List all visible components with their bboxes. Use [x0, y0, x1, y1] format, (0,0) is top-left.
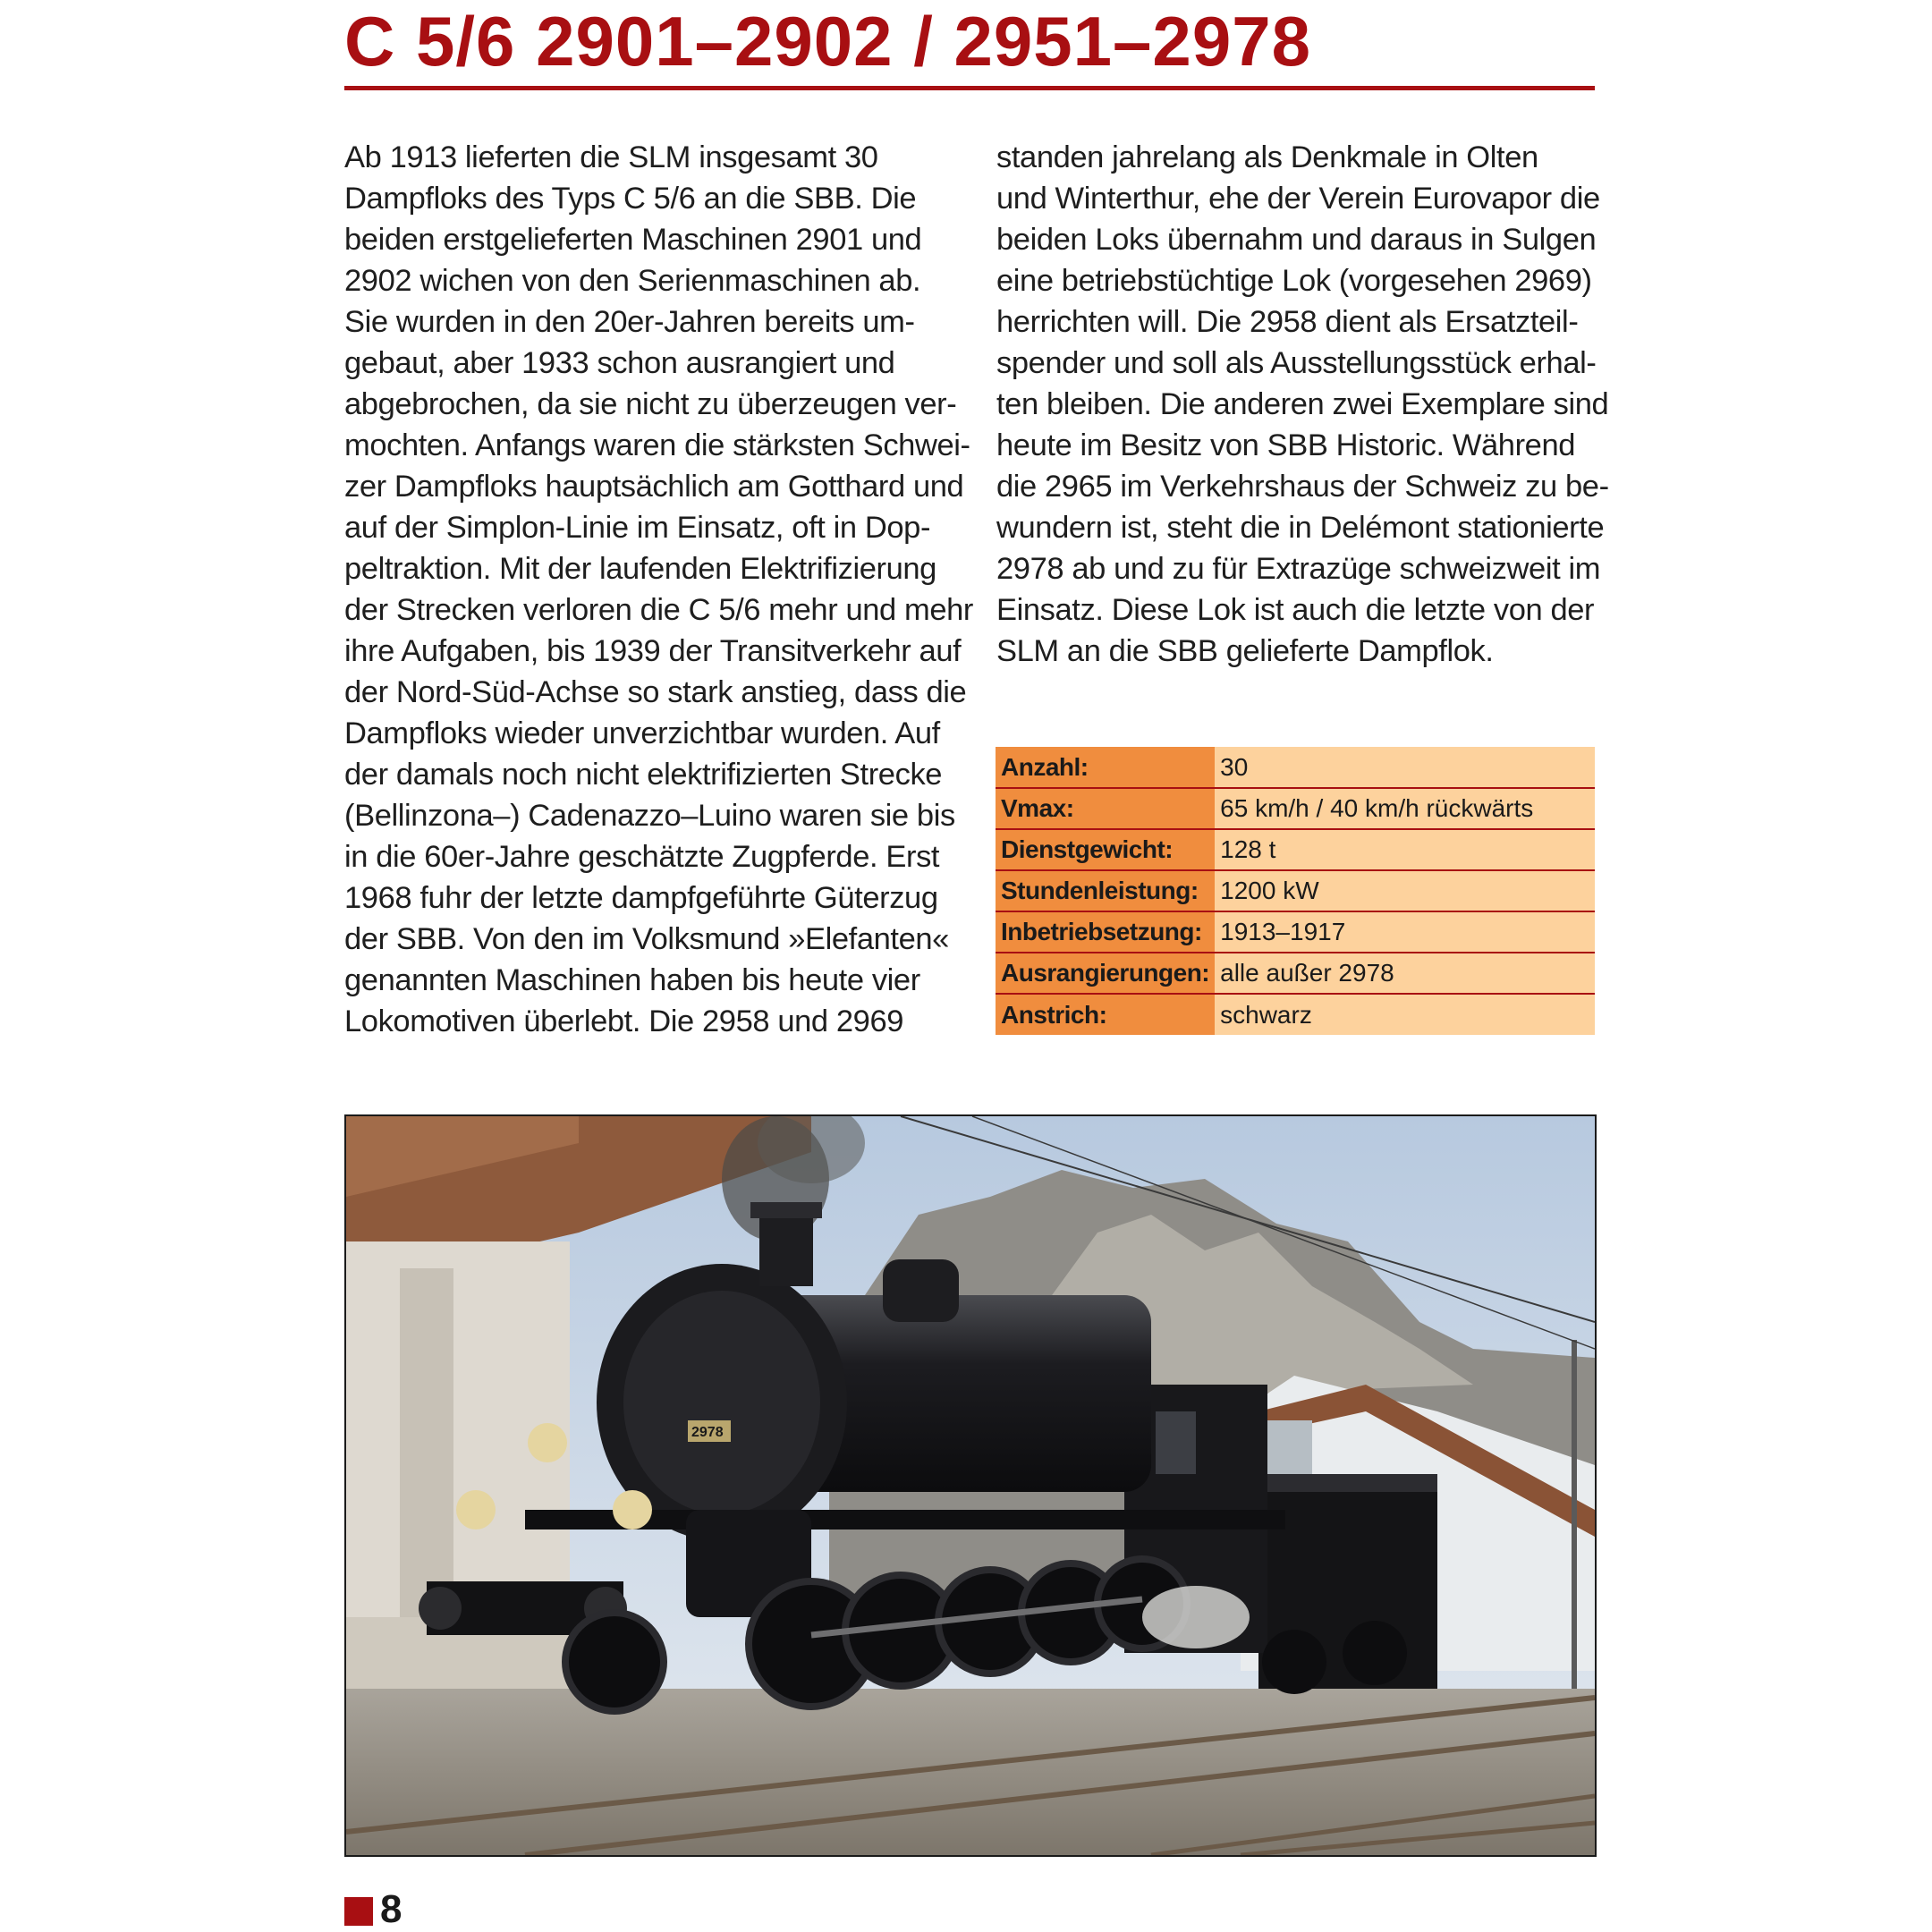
text-line: beiden Loks übernahm und daraus in Sulgen: [996, 223, 1597, 257]
spec-row: [996, 747, 1595, 788]
text-line: SLM an die SBB gelieferte Dampflok.: [996, 634, 1494, 668]
text-line: heute im Besitz von SBB Historic. Während: [996, 428, 1576, 462]
text-line: in die 60er-Jahre geschätzte Zugpferde. Erst: [344, 840, 940, 874]
spec-value: 30: [1215, 747, 1595, 788]
locomotive-photo: [344, 1114, 1597, 1857]
text-line: der Strecken verloren die C 5/6 mehr und mehr: [344, 593, 974, 627]
text-line: Lokomotiven überlebt. Die 2958 und 2969: [344, 1004, 904, 1038]
text-line: gebaut, aber 1933 schon ausrangiert und: [344, 346, 895, 380]
text-line: Dampfloks des Typs C 5/6 an die SBB. Die: [344, 182, 917, 216]
spec-label: Ausrangierungen:: [996, 953, 1215, 994]
spec-value: 65 km/h / 40 km/h rückwärts: [1215, 788, 1595, 829]
text-line: der Nord-Süd-Achse so stark anstieg, dass die: [344, 675, 967, 709]
text-line: Dampfloks wieder unverzichtbar wurden. Auf: [344, 716, 940, 750]
text-line: ihre Aufgaben, bis 1939 der Transitverkehr auf: [344, 634, 962, 668]
text-line: 2902 wichen von den Serienmaschinen ab.: [344, 264, 921, 298]
text-line: Einsatz. Diese Lok ist auch die letzte von der: [996, 593, 1595, 627]
spec-label: Vmax:: [996, 788, 1215, 829]
spec-label: Stundenleistung:: [996, 870, 1215, 911]
text-line: 1968 fuhr der letzte dampfgeführte Güterzug: [344, 881, 938, 915]
text-line: wundern ist, steht die in Delémont stationierte: [996, 511, 1605, 545]
spec-row: [996, 829, 1595, 870]
text-line: herrichten will. Die 2958 dient als Ersatzteil-: [996, 305, 1579, 339]
locomotive-photo-illustration: [346, 1116, 1595, 1855]
text-line: (Bellinzona–) Cadenazzo–Luino waren sie bis: [344, 799, 955, 833]
spec-label: Dienstgewicht:: [996, 829, 1215, 870]
spec-label: Anzahl:: [996, 747, 1215, 788]
text-line: mochten. Anfangs waren die stärksten Schwei-: [344, 428, 970, 462]
spec-row: [996, 788, 1595, 829]
title-divider: [344, 86, 1595, 90]
text-column-left: [344, 137, 974, 1042]
text-line: eine betriebstüchtige Lok (vorgesehen 2969): [996, 264, 1592, 298]
text-line: standen jahrelang als Denkmale in Olten: [996, 140, 1538, 174]
text-line: zer Dampfloks hauptsächlich am Gotthard und: [344, 470, 964, 504]
text-line: der SBB. Von den im Volksmund »Elefanten«: [344, 922, 949, 956]
spec-label: Inbetriebsetzung:: [996, 911, 1215, 953]
spec-value: 128 t: [1215, 829, 1595, 870]
spec-table: [996, 747, 1595, 1035]
spec-value: 1200 kW: [1215, 870, 1595, 911]
spec-value: alle außer 2978: [1215, 953, 1595, 994]
page-number: 8: [380, 1887, 402, 1931]
spec-value: 1913–1917: [1215, 911, 1595, 953]
text-line: und Winterthur, ehe der Verein Eurovapor die: [996, 182, 1600, 216]
page-number-marker: [344, 1897, 373, 1926]
spec-label: Anstrich:: [996, 994, 1215, 1035]
text-line: die 2965 im Verkehrshaus der Schweiz zu be-: [996, 470, 1609, 504]
locomotive-number-plate: 2978: [691, 1425, 724, 1440]
text-line: der damals noch nicht elektrifizierten Strecke: [344, 758, 943, 792]
text-line: genannten Maschinen haben bis heute vier: [344, 963, 920, 997]
page-title: C 5/6 2901–2902 / 2951–2978: [344, 2, 1311, 80]
spec-row: [996, 870, 1595, 911]
text-line: beiden erstgelieferten Maschinen 2901 und: [344, 223, 922, 257]
text-column-right: [996, 137, 1609, 672]
text-line: auf der Simplon-Linie im Einsatz, oft in Dop-: [344, 511, 931, 545]
spec-row: [996, 953, 1595, 994]
spec-value: schwarz: [1215, 994, 1595, 1035]
text-line: ten bleiben. Die anderen zwei Exemplare sind: [996, 387, 1609, 421]
spec-row: [996, 994, 1595, 1035]
spec-row: [996, 911, 1595, 953]
text-line: Sie wurden in den 20er-Jahren bereits um-: [344, 305, 915, 339]
text-line: peltraktion. Mit der laufenden Elektrifizierung: [344, 552, 936, 586]
text-line: spender und soll als Ausstellungsstück erhal-: [996, 346, 1597, 380]
text-line: 2978 ab und zu für Extrazüge schweizweit im: [996, 552, 1601, 586]
text-line: abgebrochen, da sie nicht zu überzeugen ver-: [344, 387, 957, 421]
text-line: Ab 1913 lieferten die SLM insgesamt 30: [344, 140, 878, 174]
